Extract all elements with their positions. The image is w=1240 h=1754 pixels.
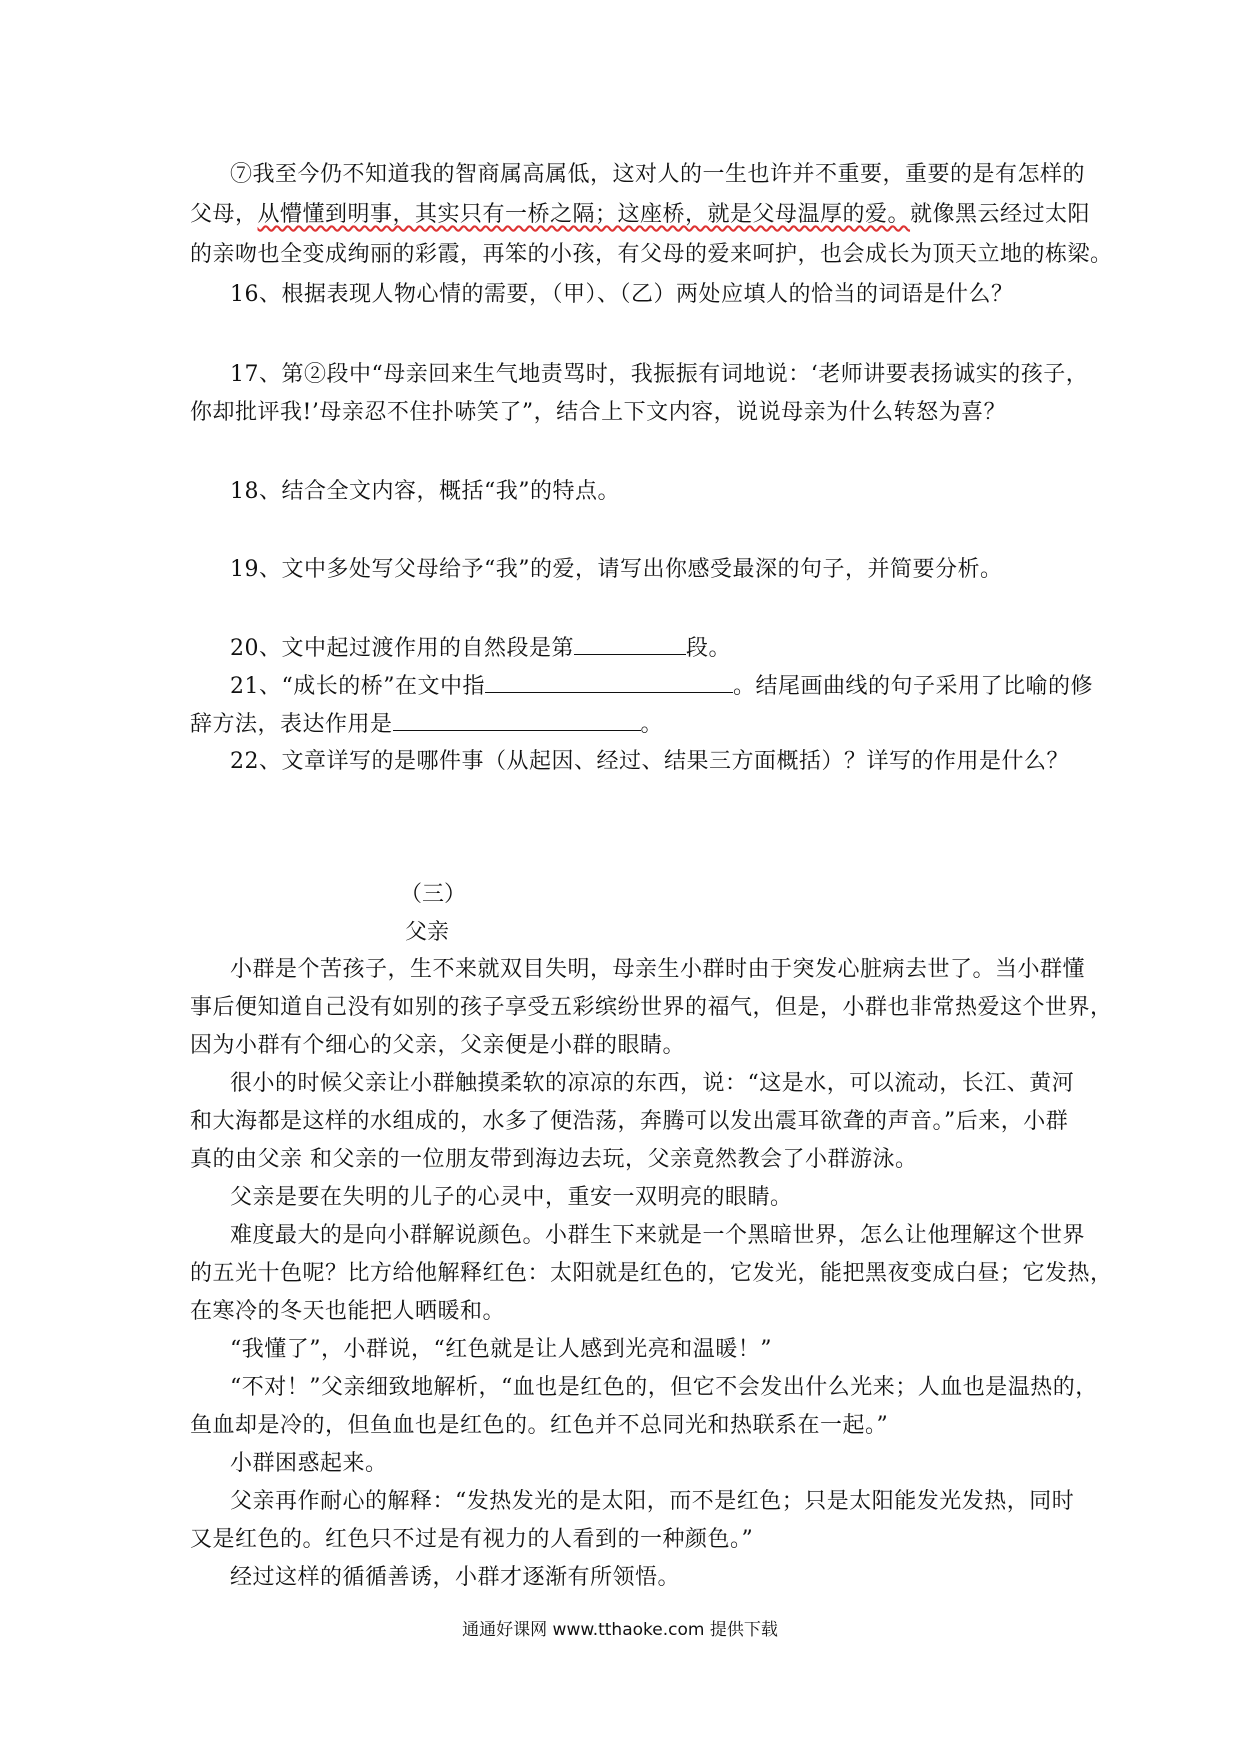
question-21-end: 。 xyxy=(640,712,664,737)
story-line: 难度最大的是向小群解说颜色。小群生下来就是一个黑暗世界，怎么让他理解这个世界 xyxy=(230,1223,1086,1248)
story-line: 鱼血却是冷的，但鱼血也是红色的。红色并不总同光和热联系在一起。” xyxy=(190,1413,889,1438)
story-line: “我懂了”，小群说，“红色就是让人感到光亮和温暖！” xyxy=(230,1337,772,1362)
story-line: 的五光十色呢？比方给他解释红色：太阳就是红色的，它发光，能把黑夜变成白昼；它发热， xyxy=(190,1261,1113,1286)
question-21-text: 21、“成长的桥”在文中指 xyxy=(230,674,485,699)
story-line: “不对！”父亲细致地解析，“血也是红色的，但它不会发出什么光来；人血也是温热的， xyxy=(230,1375,1098,1400)
story-line: 在寒冷的冬天也能把人晒暖和。 xyxy=(190,1299,506,1324)
question-19: 19、文中多处写父母给予“我”的爱，请写出你感受最深的句子，并简要分析。 xyxy=(230,557,1003,582)
question-16: 16、根据表现人物心情的需要，（甲）、（乙）两处应填人的恰当的词语是什么？ xyxy=(230,282,1014,307)
section-title: 父亲 xyxy=(405,920,450,945)
question-20 xyxy=(230,632,1110,664)
wavy-underlined-sentence: 从懵懂到明事，其实只有一桥之隔；这座桥，就是父母温厚的爱。 xyxy=(257,202,911,227)
question-20-text: 20、文中起过渡作用的自然段是第 xyxy=(230,636,574,661)
story-line: 又是红色的。红色只不过是有视力的人看到的一种颜色。” xyxy=(190,1527,754,1552)
question-21-text-2: 辞方法，表达作用是 xyxy=(190,712,393,737)
question-20-end: 段。 xyxy=(686,636,732,661)
para7-line-3: 的亲吻也全变成绚丽的彩霞，再笨的小孩，有父母的爱来呵护，也会成长为顶天立地的栋梁。 xyxy=(190,242,1113,267)
para7-line-2-end: 就像黑云经过太阳 xyxy=(910,202,1091,227)
question-21-line-1 xyxy=(230,670,1110,702)
story-line: 很小的时候父亲让小群触摸柔软的凉凉的东西，说：“这是水，可以流动，长江、黄河 xyxy=(230,1071,1075,1096)
answer-blank-21a[interactable] xyxy=(485,670,733,693)
para7-line-1: ⑦我至今仍不知道我的智商属高属低，这对人的一生也许并不重要，重要的是有怎样的 xyxy=(230,162,1086,187)
para7-line-2-start: 父母， xyxy=(190,202,258,227)
story-line: 事后便知道自己没有如别的孩子享受五彩缤纷世界的福气，但是，小群也非常热爱这个世界， xyxy=(190,995,1113,1020)
story-line: 小群是个苦孩子，生不来就双目失明，母亲生小群时由于突发心脏病去世了。当小群懂 xyxy=(230,957,1086,982)
page-footer: 通通好课网 www.tthaoke.com 提供下载 xyxy=(462,1620,778,1640)
question-22: 22、文章详写的是哪件事（从起因、经过、结果三方面概括）？详写的作用是什么？ xyxy=(230,749,1069,774)
story-line: 和大海都是这样的水组成的，水多了便浩荡，奔腾可以发出震耳欲聋的声音。”后来，小群 xyxy=(190,1109,1069,1134)
question-21-mid: 。结尾画曲线的句子采用了比喻的修 xyxy=(733,674,1094,699)
question-18: 18、结合全文内容，概括“我”的特点。 xyxy=(230,479,620,504)
section-number: （三） xyxy=(400,882,467,907)
story-line: 真的由父亲 和父亲的一位朋友带到海边去玩，父亲竟然教会了小群游泳。 xyxy=(190,1147,918,1172)
story-line: 父亲是要在失明的儿子的心灵中，重安一双明亮的眼睛。 xyxy=(230,1185,793,1210)
answer-blank-21b[interactable] xyxy=(393,708,641,731)
question-17-line-2: 你却批评我!’母亲忍不住扑哧笑了”，结合上下文内容，说说母亲为什么转怒为喜？ xyxy=(190,400,1007,425)
story-line: 父亲再作耐心的解释：“发热发光的是太阳，而不是红色；只是太阳能发光发热，同时 xyxy=(230,1489,1075,1514)
story-line: 经过这样的循循善诱，小群才逐渐有所领悟。 xyxy=(230,1565,681,1590)
story-line: 小群困惑起来。 xyxy=(230,1451,388,1476)
answer-blank-20[interactable] xyxy=(574,632,686,655)
question-21-line-2 xyxy=(190,708,1070,740)
para7-line-2 xyxy=(190,200,1091,230)
story-line: 因为小群有个细心的父亲，父亲便是小群的眼睛。 xyxy=(190,1033,686,1058)
question-17-line-1: 17、第②段中“母亲回来生气地责骂时，我振振有词地说：‘老师讲要表扬诚实的孩子， xyxy=(230,362,1089,387)
